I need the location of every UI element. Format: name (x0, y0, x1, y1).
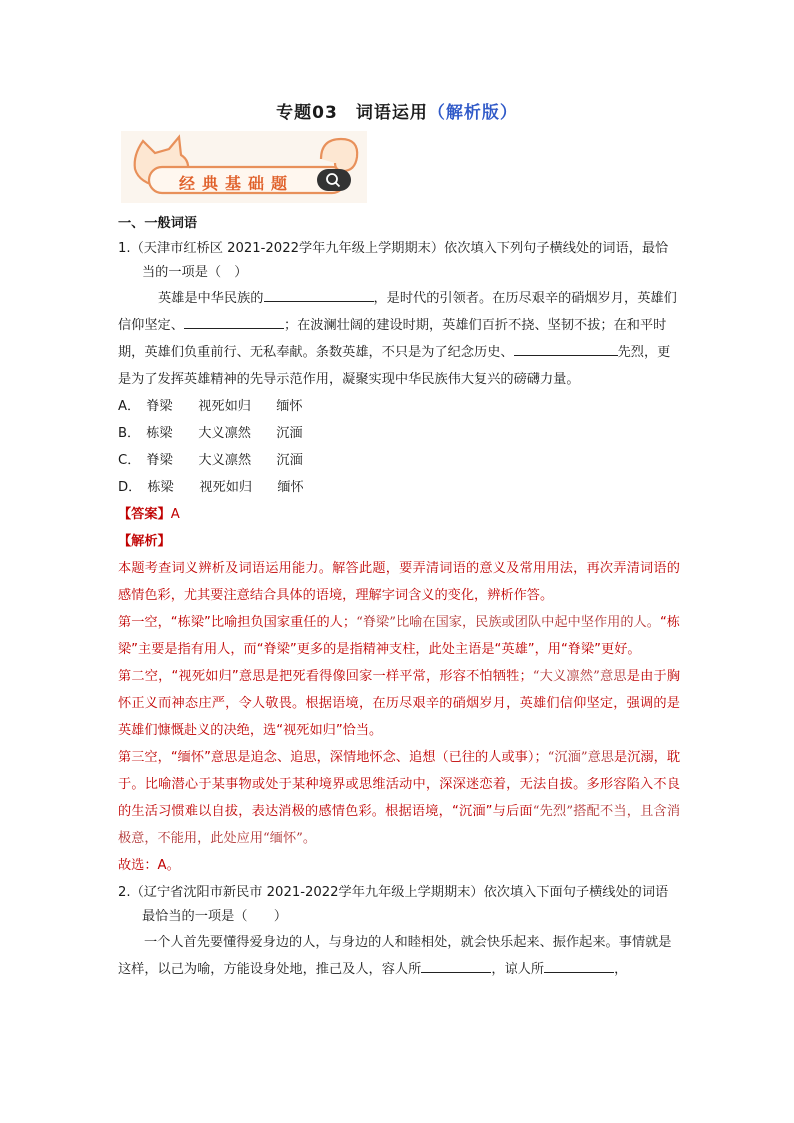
question-1-stem (118, 237, 680, 285)
analysis-conclusion: 故选：A。 (118, 858, 180, 873)
blank-2 (184, 314, 284, 329)
option-a: A． 脊梁 视死如归 缅怀 (118, 399, 303, 414)
option-list (118, 393, 680, 501)
blank-1 (264, 287, 374, 302)
blank-3 (514, 341, 618, 356)
question-1-passage: 英雄是中华民族的 ，是时代的引领者。在历尽艰辛的硝烟岁月，英雄们信仰坚定、 ；在波澜壮阔的建设时期，英雄们百折不挠、坚韧不拔；在和平时期，英雄们负重前行、无私奉献。条数英雄，不只是为了纪念历史、 先烈，更是为了发挥英雄精神的先导示范作用，凝聚实现中华民族伟大复兴的磅礴力量。 (118, 285, 680, 393)
question-source: （辽宁省沈阳市新民市 2021-2022学年九年级上学期期末）依次填入下面句子横线处的词语最恰当的一项是（ ） (130, 885, 669, 924)
page-title (0, 98, 794, 123)
analysis-heading: 【解析】 (118, 534, 171, 549)
blank-1 (421, 958, 491, 973)
blank-2 (544, 958, 614, 973)
question-2-stem (118, 881, 680, 929)
main-content (118, 210, 680, 983)
option-c: C． 脊梁 大义凛然 沉湎 (118, 453, 303, 468)
analysis-blank-3: 第三空，“缅怀”意思是追念、追思，深情地怀念、追想（已往的人或事）；“沉湎”意思是沉溺，耽于。比喻潜心于某事物或处于某种境界或思维活动中，深深迷恋着，无法自拔。多形容陷入不良的生活习惯难以自拔，表达消极的感情色彩。根据语境，“沉湎”与后面“先烈”搭配不当，且含消极意，不能用，此处应用“缅怀”。 (118, 750, 681, 846)
title-main: 专题03 词语运用 (276, 103, 428, 123)
analysis-blank-1: 第一空，“栋梁”比喻担负国家重任的人；“脊梁”比喻在国家，民族或团队中起中坚作用的人。“栋梁”主要是指有用人，而“脊梁”更多的是指精神支柱，此处主语是“英雄”，用“脊梁”更好。 (118, 615, 680, 657)
option-d: D． 栋梁 视死如归 缅怀 (118, 480, 304, 495)
answer-tag: 【答案】 (118, 507, 171, 522)
question-2-passage: 一个人首先要懂得爱身边的人，与身边的人和睦相处，就会快乐起来、振作起来。事情就是这样，以己为喻，方能设身处地，推己及人，容人所 ，谅人所 ， (118, 935, 672, 977)
section-banner (121, 131, 367, 203)
question-source: （天津市红桥区 2021-2022学年九年级上学期期末）依次填入下列句子横线处的词语，最恰当的一项是（ ） (130, 241, 669, 280)
title-suffix: （解析版） (427, 103, 518, 123)
answer-value: A (170, 507, 180, 522)
analysis-blank-2: 第二空，“视死如归”意思是把死看得像回家一样平常，形容不怕牺牲；“大义凛然”意思是由于胸怀正义而神态庄严，令人敬畏。根据语境，在历尽艰辛的硝烟岁月，英雄们信仰坚定，强调的是英雄们慷慨赴义的决绝，选“视死如归”恰当。 (118, 669, 681, 738)
question-number: 1. (118, 241, 131, 256)
analysis-body (118, 555, 680, 879)
answer-line (118, 501, 680, 528)
option-b: B． 栋梁 大义凛然 沉湎 (118, 426, 303, 441)
search-button-shape (317, 169, 351, 191)
banner-label: 经典基础题 (179, 174, 295, 193)
question-number: 2. (118, 885, 131, 900)
section-heading: 一、一般词语 (118, 216, 198, 231)
analysis-intro: 本题考查词义辨析及词语运用能力。解答此题，要弄清词语的意义及常用用法，再次弄清词语的感情色彩，尤其要注意结合具体的语境，理解字词含义的变化，辨析作答。 (118, 561, 680, 603)
